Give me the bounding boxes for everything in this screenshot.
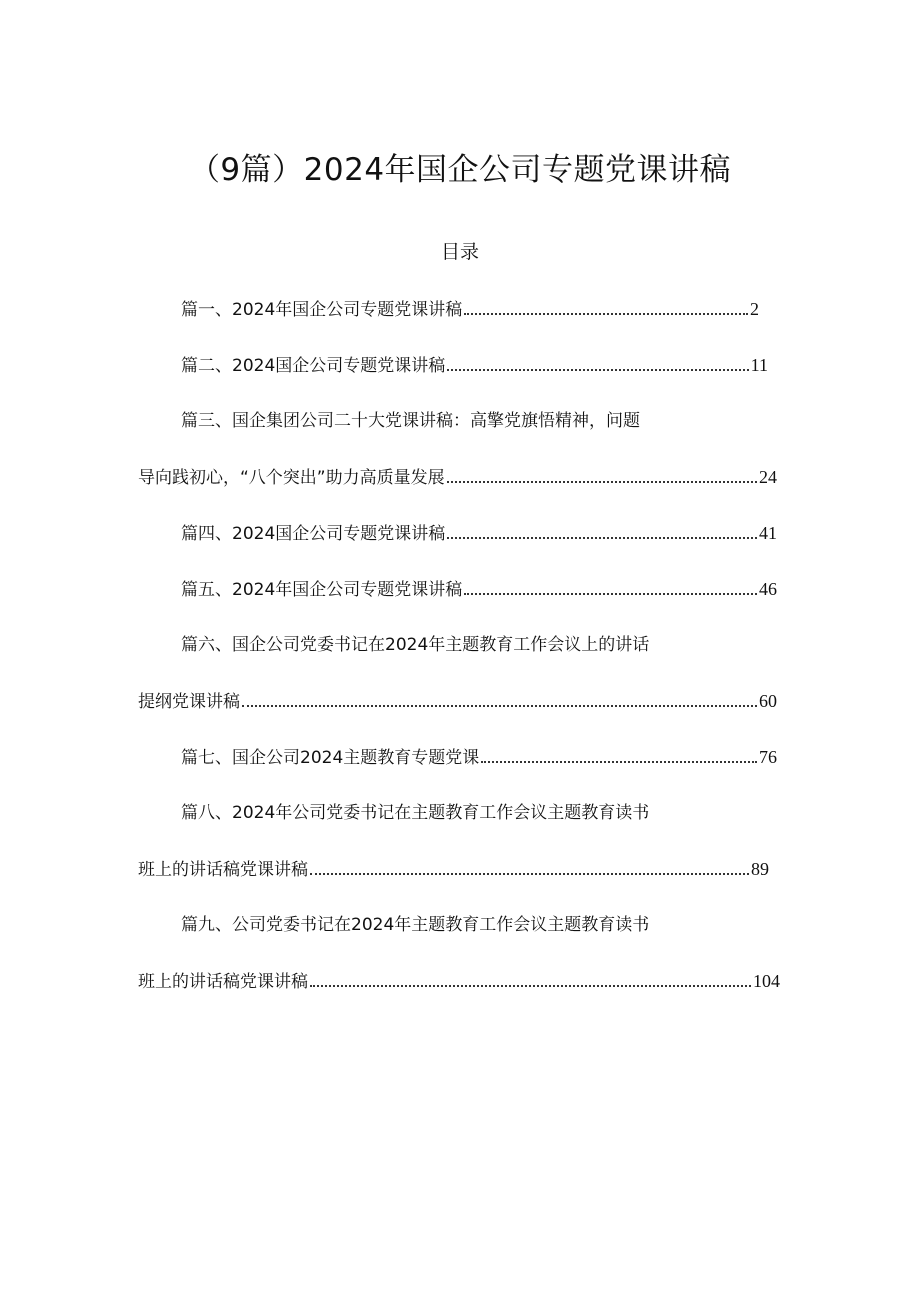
toc-entry-3[interactable] — [138, 464, 777, 490]
toc-page-number: 60 — [759, 691, 777, 711]
toc-leader-dots — [464, 593, 757, 595]
toc-leader-dots — [310, 985, 751, 987]
page-title: （9篇）2024年国企公司专题党课讲稿 — [188, 152, 732, 188]
toc-leader-dots — [310, 873, 749, 875]
toc-entry-text: 班上的讲话稿党课讲稿 — [138, 860, 308, 880]
toc-entry-text: 班上的讲话稿党课讲稿 — [138, 972, 308, 992]
toc-entry-6-line1[interactable]: 篇六、国企公司党委书记在2024年主题教育工作会议上的讲话 — [181, 635, 650, 655]
toc-entry-2[interactable] — [181, 352, 768, 378]
toc-page-number: 104 — [753, 971, 780, 991]
toc-entry-text: 提纲党课讲稿 — [138, 692, 240, 712]
toc-page-number: 11 — [750, 355, 768, 375]
toc-entry-8-line1[interactable]: 篇八、2024年公司党委书记在主题教育工作会议主题教育读书 — [181, 803, 650, 823]
toc-entry-text: 篇二、2024国企公司专题党课讲稿 — [181, 356, 446, 376]
toc-entry-4[interactable] — [181, 520, 777, 546]
toc-page-number: 24 — [759, 467, 777, 487]
toc-page-number: 89 — [751, 859, 769, 879]
toc-leader-dots — [447, 481, 757, 483]
toc-entry-3-line1[interactable]: 篇三、国企集团公司二十大党课讲稿：高擎党旗悟精神，问题 — [181, 411, 640, 431]
toc-leader-dots — [447, 369, 748, 371]
toc-entry-1[interactable] — [181, 296, 759, 322]
toc-page-number: 2 — [750, 299, 759, 319]
toc-page-number: 76 — [759, 747, 777, 767]
toc-entry-text: 篇四、2024国企公司专题党课讲稿 — [181, 524, 446, 544]
toc-entry-9[interactable] — [138, 968, 780, 994]
toc-entry-text: 导向践初心，“八个突出”助力高质量发展 — [138, 468, 445, 488]
toc-entry-7[interactable] — [181, 744, 777, 770]
toc-page-number: 41 — [759, 523, 777, 543]
toc-entry-9-line1[interactable]: 篇九、公司党委书记在2024年主题教育工作会议主题教育读书 — [181, 915, 650, 935]
toc-page-number: 46 — [759, 579, 777, 599]
toc-leader-dots — [242, 705, 757, 707]
toc-entry-6[interactable] — [138, 688, 777, 714]
toc-entry-text: 篇七、国企公司2024主题教育专题党课 — [181, 748, 480, 768]
toc-leader-dots — [481, 761, 757, 763]
toc-heading: 目录 — [440, 241, 479, 263]
toc-leader-dots — [464, 313, 748, 315]
toc-entry-5[interactable] — [181, 576, 777, 602]
toc-entry-text: 篇五、2024年国企公司专题党课讲稿 — [181, 580, 463, 600]
toc-entry-text: 篇一、2024年国企公司专题党课讲稿 — [181, 300, 463, 320]
toc-leader-dots — [447, 537, 757, 539]
toc-entry-8[interactable] — [138, 856, 769, 882]
